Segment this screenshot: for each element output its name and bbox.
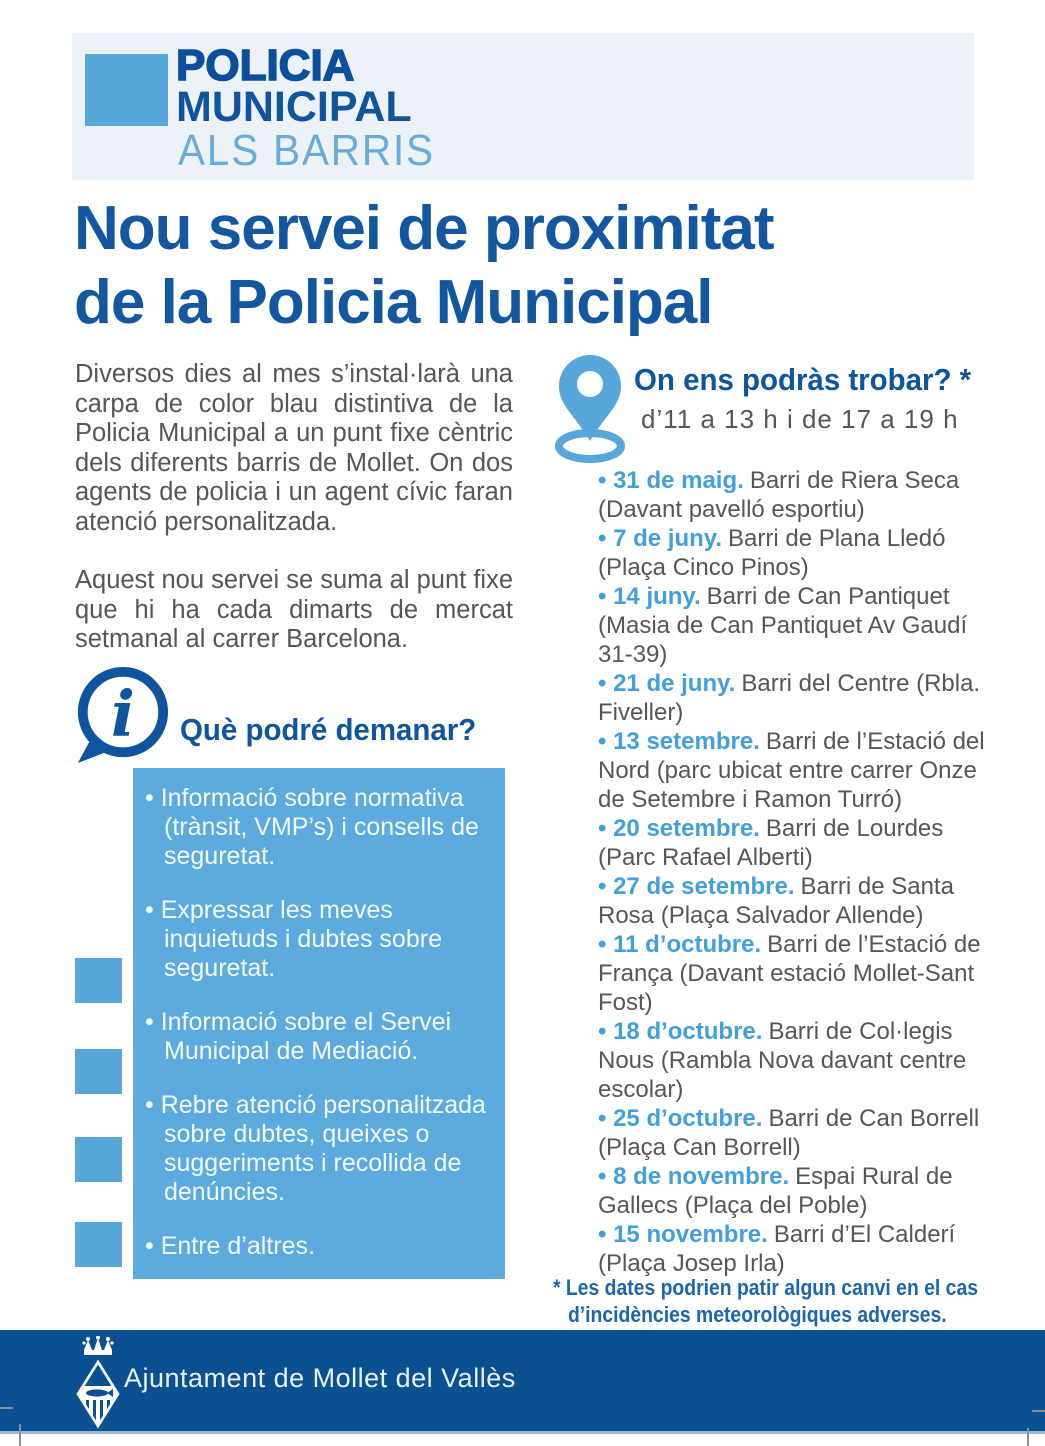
header-logo-panel <box>72 33 974 180</box>
accent-square <box>75 1049 122 1094</box>
logo-municipal: MUNICIPAL <box>176 83 412 131</box>
date-list-item <box>598 1104 990 1162</box>
ask-list-item: • Informació sobre normativa (trànsit, VMP’s) i consells de seguretat. <box>145 784 491 871</box>
crop-mark <box>0 1407 13 1409</box>
date-label: 27 de setembre. <box>613 873 795 900</box>
date-list-item <box>598 1162 990 1220</box>
date-location: Barri de l’Estació del Nord (parc ubicat entre carrer Onze de Setembre i Ramon Turró) <box>598 728 985 813</box>
crop-mark <box>1032 1410 1045 1412</box>
date-label: 14 juny. <box>613 583 701 610</box>
accent-square <box>75 1137 122 1182</box>
date-list-item <box>598 814 990 872</box>
ask-section-heading: Què podré demanar? <box>180 712 477 747</box>
date-location: Barri del Centre (Rbla. Fiveller) <box>598 670 981 726</box>
page-title <box>74 192 954 340</box>
date-list-item <box>598 872 990 930</box>
date-list-item <box>598 930 990 1017</box>
date-label: 8 de novembre. <box>613 1163 790 1190</box>
ask-list-item: • Rebre atenció personalitzada sobre dubtes, queixes o suggeriments i recollida de denúncies. <box>145 1091 491 1207</box>
find-section-heading: On ens podràs trobar? * <box>634 362 972 397</box>
date-location: Barri de Santa Rosa (Plaça Salvador Allende) <box>598 873 954 929</box>
page-title-line2: de la Policia Municipal <box>74 268 713 337</box>
date-list-item <box>598 727 990 814</box>
crop-mark <box>19 1424 21 1446</box>
date-list-item <box>598 1220 990 1278</box>
accent-square <box>75 1222 122 1267</box>
location-pin-icon <box>551 349 629 463</box>
date-location: Barri de Can Pantiquet (Masia de Can Pantiquet Av Gaudí 31-39) <box>598 583 968 668</box>
ask-list-box <box>133 768 505 1279</box>
date-location: Barri de Plana Lledó (Plaça Cinco Pinos) <box>598 525 946 581</box>
date-label: 15 novembre. <box>613 1221 768 1248</box>
footer-bar <box>0 1330 1045 1434</box>
find-section-schedule: d’11 a 13 h i de 17 a 19 h <box>641 404 959 434</box>
ask-list-item: • Informació sobre el Servei Municipal de Mediació. <box>145 1008 491 1066</box>
date-location: Barri de Lourdes (Parc Rafael Alberti) <box>598 815 944 871</box>
date-label: 11 d’octubre. <box>613 931 762 958</box>
ask-list-item: • Entre d’altres. <box>145 1232 491 1261</box>
date-list-item <box>598 1017 990 1104</box>
date-location: Barri d’El Calderí (Plaça Josep Irla) <box>598 1221 956 1277</box>
date-label: 7 de juny. <box>613 525 722 552</box>
date-location: Barri de Col·legis Nous (Rambla Nova davant centre escolar) <box>598 1018 967 1103</box>
date-location: Barri de Riera Seca (Davant pavelló esportiu) <box>598 467 960 523</box>
logo-policia: POLICIA <box>176 41 355 90</box>
page-title-line1: Nou servei de proximitat <box>74 194 774 263</box>
intro-text <box>75 360 513 684</box>
intro-paragraph-1: Diversos dies al mes s’instal·larà una carpa de color blau distintiva de la Policia Municipal a un punt fixe cèntric dels diferents barris de Mollet. On dos agents de policia i un agent cívic faran atenció personalitzada. <box>75 360 513 536</box>
dates-list <box>598 466 990 1278</box>
date-list-item <box>598 669 990 727</box>
logo-als-barris: ALS BARRIS <box>178 126 435 175</box>
footer-org-name: Ajuntament de Mollet del Vallès <box>124 1363 516 1393</box>
mollet-coat-of-arms-icon <box>76 1336 120 1428</box>
date-location: Barri de Can Borrell (Plaça Can Borrell) <box>598 1105 980 1161</box>
crop-mark <box>1027 1428 1029 1446</box>
date-label: 25 d’octubre. <box>613 1105 763 1132</box>
date-label: 18 d’octubre. <box>613 1018 763 1045</box>
ask-list-item: • Expressar les meves inquietuds i dubtes sobre seguretat. <box>145 896 491 983</box>
date-location: Barri de l’Estació de França (Davant estació Mollet-Sant Fost) <box>598 931 981 1016</box>
logo-square <box>85 54 168 126</box>
date-list-item <box>598 524 990 582</box>
svg-text:i: i <box>111 676 135 751</box>
date-location: Espai Rural de Gallecs (Plaça del Poble) <box>598 1163 953 1219</box>
date-label: 20 setembre. <box>613 815 760 842</box>
date-label: 13 setembre. <box>613 728 760 755</box>
date-list-item <box>598 466 990 524</box>
date-list-item <box>598 582 990 669</box>
date-label: 31 de maig. <box>613 467 744 494</box>
intro-paragraph-2: Aquest nou servei se suma al punt fixe que hi ha cada dimarts de mercat setmanal al carrer Barcelona. <box>75 566 513 653</box>
date-label: 21 de juny. <box>613 670 736 697</box>
info-speech-bubble-icon <box>72 664 170 768</box>
accent-square <box>75 958 122 1003</box>
dates-footnote: * Les dates podrien patir algun canvi en el cas d’incidències meteorològiques adverses. <box>553 1275 978 1327</box>
